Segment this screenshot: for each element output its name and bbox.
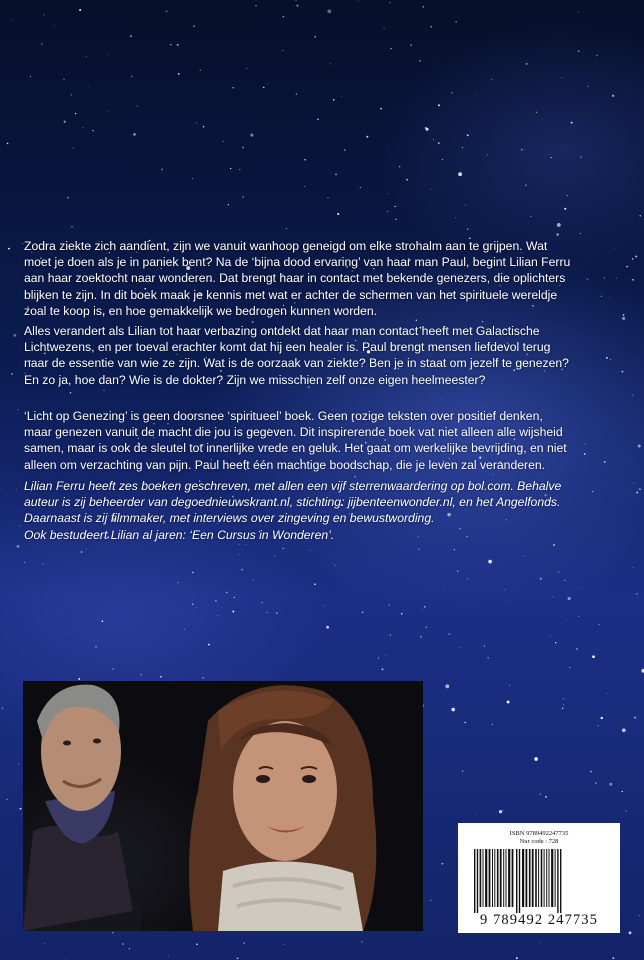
blurb-line: ‘Licht op Genezing’ is geen doorsnee ‘spiritueel’ boek. Geen rozige teksten over positief denken,	[24, 409, 543, 423]
blurb-line: moet je doen als je in paniek bent? Na de ‘bijna dood ervaring’ van haar man Paul, begint Lilian Ferru	[24, 255, 571, 270]
author-photo-illustration	[23, 681, 423, 931]
author-bio-line: Ook bestudeert Lilian al jaren: ‘Een Cursus in Wonderen’.	[24, 527, 335, 542]
blurb-paragraph-2	[24, 323, 624, 388]
nur-code-label: Nur code : 728	[519, 838, 559, 845]
blurb-paragraph-3	[24, 408, 624, 473]
barcode-digits: 9 789492 247735	[480, 912, 598, 928]
author-bio-line: Daarnaast is zij filmmaker, met interviews over zingeving en bewustwording.	[24, 511, 435, 526]
author-bio-line: auteur is zij beheerder van degoednieuwskrant.nl, stichting: jijbenteenwonder.nl, en het Angelfonds.	[24, 495, 561, 510]
blurb-line: maar genezen vanuit de macht die jou is gegeven. Dit inspirerende boek vat niet alleen alle wijsheid	[24, 425, 563, 440]
blurb-line: naar de essentie van wie ze zijn. Wat is de oorzaak van ziekte? Ben je in staat om jezelf te genezen?	[24, 356, 569, 371]
author-bio	[24, 478, 624, 543]
blurb-paragraph-1	[24, 238, 624, 319]
barcode-bars	[470, 849, 608, 913]
isbn-label: ISBN 9789492247735	[509, 830, 569, 837]
author-bio-line: Lilian Ferru heeft zes boeken geschreven, met allen een vijf sterrenwaardering op bol.com. Behalve	[24, 479, 562, 493]
blurb-line: Lichtwezens, en per toeval erachter komt dat hij een healer is. Paul brengt mensen liefdevol terug	[24, 340, 551, 355]
blurb-line: samen, maar is ook de sleutel tot innerlijke vrede en geluk. Het gaat om werkelijke bevrijding, en niet	[24, 441, 567, 456]
author-photo	[23, 681, 423, 931]
blurb-line: alleen om verzachting van pijn. Paul heeft één machtige boodschap, die je leven zal veranderen.	[24, 457, 546, 472]
blurb-line: blijken te zijn. In dit boek maak je kennis met wat er achter de schermen van het spirituele wereldje	[24, 287, 558, 302]
blurb-line: Zodra ziekte zich aandient, zijn we vanuit wanhoop geneigd om elke strohalm aan te grijpen. Wat	[24, 239, 548, 253]
blurb-line: Alles verandert als Lilian tot haar verbazing ontdekt dat haar man contact heeft met Galactische	[24, 324, 540, 338]
isbn-barcode	[458, 823, 620, 933]
blurb-line: En zo ja, hoe dan? Wie is de dokter? Zijn we misschien zelf onze eigen heelmeester?	[24, 372, 486, 387]
blurb-line: aan haar zoektocht naar wonderen. Dat brengt haar in contact met bekende genezers, die oplichters	[24, 271, 566, 286]
blurb-line: zoal te koop is, en hoe gemakkelijk we bedrogen kunnen worden.	[24, 303, 377, 318]
